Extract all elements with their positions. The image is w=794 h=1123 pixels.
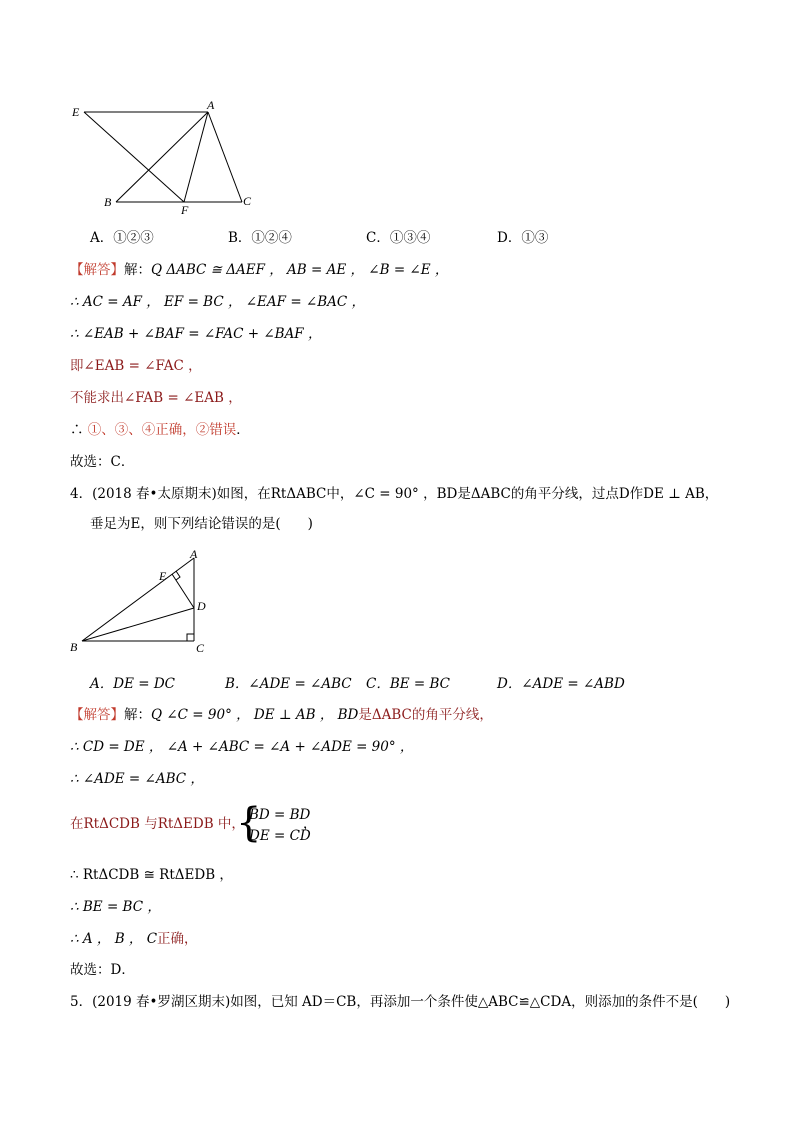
label-F: F <box>181 203 189 217</box>
q3-solution-line-1 <box>70 261 448 279</box>
label-A: A <box>207 98 215 112</box>
q3-line-1: Q ΔABC ≅ ΔAEF ， AB = AE ， ∠B = ∠E ， <box>151 262 449 278</box>
q4-solution-line-2: ∴ CD = DE ， ∠A + ∠ABC = ∠A + ∠ADE = 90° ， <box>70 739 414 755</box>
solution-tag: 【解答】 <box>70 262 124 278</box>
q4-abc-correct <box>70 930 198 948</box>
figure-triangles-abc-aef <box>64 96 264 221</box>
right-angle-e <box>176 571 180 580</box>
q3-option-a: A．①②③ <box>90 230 154 246</box>
therefore: ∴ <box>70 422 88 438</box>
q4-solution-line-1 <box>70 706 493 724</box>
seg-EF <box>84 112 184 202</box>
q3-option-b: B．①②④ <box>228 230 292 246</box>
q4-stem-1: (2018 春•太原期末)如图，在RtΔABC中，∠C = 90° ，BD是ΔABC的角平分线，过点D作DE ⊥ AB， <box>92 486 719 502</box>
system-eq-1: BD = BD <box>249 807 311 823</box>
q3-option-d: D．①③ <box>497 230 549 246</box>
q3-solution-line-4: 即∠EAB = ∠FAC ， <box>70 358 202 374</box>
abc-red: 正确， <box>157 931 198 947</box>
solution-prefix: 解： <box>124 707 151 723</box>
solution-tag: 【解答】 <box>70 707 124 723</box>
q4-answer: 故选：D． <box>70 962 135 978</box>
label-C: C <box>243 194 252 208</box>
seg-BA <box>116 112 208 202</box>
seg-AB <box>82 558 194 641</box>
system-brace: { <box>236 800 262 846</box>
q3-conclusion <box>70 421 250 439</box>
label-A: A <box>190 547 198 561</box>
q4-stem-line-2: 垂足为E，则下列结论错误的是( ) <box>90 516 313 532</box>
system-end: ， <box>303 816 317 832</box>
seg-ED <box>172 574 194 608</box>
q3-solution-line-2: ∴ AC = AF ， EF = BC ， ∠EAF = ∠BAC ， <box>70 294 366 310</box>
label-B: B <box>104 195 112 209</box>
q4-number: 4． <box>70 486 93 502</box>
q3-solution-line-5: 不能求出∠FAB = ∠EAB ， <box>70 390 242 406</box>
q4-option-b: B．∠ADE = ∠ABC <box>225 676 352 692</box>
q4-option-d: D．∠ADE = ∠ABD <box>497 676 625 692</box>
seg-BD <box>82 608 194 641</box>
q5-stem: 5．(2019 春•罗湖区期末)如图，已知 AD＝CB，再添加一个条件使△ABC≌△CDA，则添加的条件不是( ) <box>70 994 731 1010</box>
label-E: E <box>159 569 167 583</box>
q4-system-intro: 在RtΔCDB 与RtΔEDB 中， <box>70 816 245 832</box>
q4-congruence-line: ∴ RtΔCDB ≅ RtΔEDB ， <box>70 867 233 883</box>
right-angle-c <box>187 634 194 641</box>
label-C: C <box>196 641 205 655</box>
figure-right-triangle-abc <box>64 546 224 658</box>
system-eq-2: DE = CD <box>249 828 311 844</box>
abc-black: ∴ A ， B ， C <box>70 931 158 947</box>
q4-line-1-red: 是ΔABC的角平分线， <box>358 707 493 723</box>
q3-option-c: C．①③④ <box>366 230 431 246</box>
seg-AF <box>184 112 208 202</box>
label-E: E <box>72 105 80 119</box>
q4-stem-line-1 <box>70 485 718 503</box>
q3-solution-line-3: ∴ ∠EAB + ∠BAF = ∠FAC + ∠BAF ， <box>70 326 322 342</box>
q4-be-line: ∴ BE = BC ， <box>70 899 161 915</box>
conclusion-red: ①、③、④正确，②错误 <box>87 422 237 438</box>
q4-line-1-black: Q ∠C = 90° ， DE ⊥ AB ， BD <box>151 707 359 723</box>
label-B: B <box>70 640 78 654</box>
solution-prefix: 解： <box>124 262 151 278</box>
q4-solution-line-3: ∴ ∠ADE = ∠ABC ， <box>70 771 204 787</box>
q4-option-c: C．BE = BC <box>366 676 450 692</box>
q4-option-a: A．DE = DC <box>90 676 175 692</box>
seg-AC <box>208 112 242 202</box>
label-D: D <box>197 599 206 613</box>
q3-answer: 故选：C． <box>70 454 135 470</box>
conclusion-post: ． <box>236 422 250 438</box>
